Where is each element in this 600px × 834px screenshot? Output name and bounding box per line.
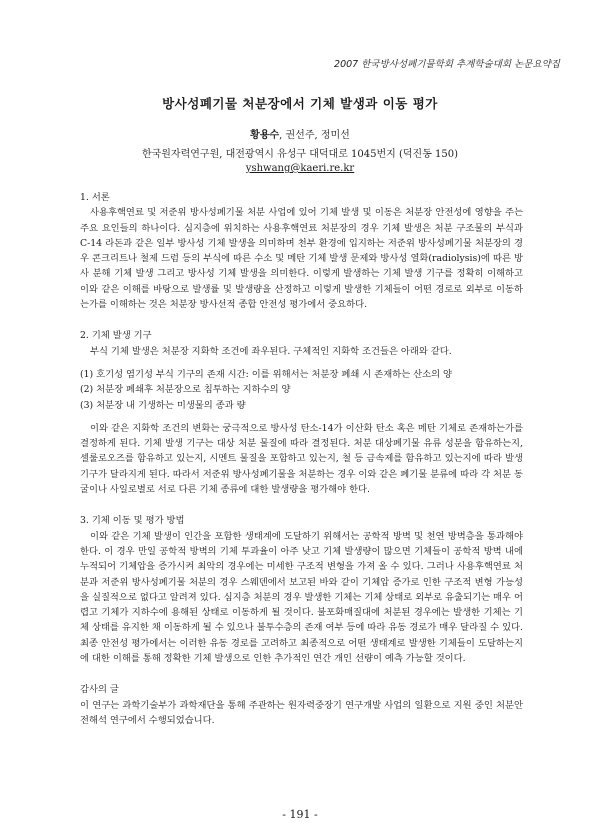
paper-title: 방사성폐기물 처분장에서 기체 발생과 이동 평가	[162, 96, 438, 111]
section-text-intro: 사용후핵연료 및 저준위 방사성폐기물 처분 사업에 있어 기체 발생 및 이동은 처분장 안전성에 영향을 주는 주요 요인들의 하나이다. 심지층에 위치하는 사용후핵연료 처분장의 경우 기체 발생은 처분 구조물의 부식과 C-14 라돈과 같은 일부 방사성 기체 발생을 의미하며 천부 환경에 입지하는 저준위 방사성폐기물 처분장의 경우 콘크리트나 철제 드럼 등의 부식에 따른 수소 및 메탄 기체 발생 문제와 방사성 열화(radiolysis)에 따른 방사 분해 기체 발생 그리고 방사성 기체 발생을 의미한다. 이렇게 발생하는 기체 발생 기구를 정확히 이해하고 이와 같은 이해를 바탕으로 발생률 및 발생량을 산정하고 이렇게 발생한 기체들이 어떤 경로로 외부로 이동하는가를 이해하는 것은 처분장 방사선적 종합 안전성 평가에서 중요하다.	[80, 207, 523, 311]
section-heading-mechanism: 2. 기체 발생 기구	[80, 330, 152, 342]
paper-body	[80, 190, 523, 728]
section-heading-ack: 감사의 글	[80, 684, 119, 696]
author-email[interactable]: yshwang@kaeri.re.kr	[245, 163, 355, 174]
page-number: - 191 -	[282, 808, 318, 821]
list-item: (3) 처분장 내 기생하는 미생물의 종과 량	[80, 399, 246, 411]
list-item: (2) 처분장 폐쇄후 처분장으로 침투하는 지하수의 양	[80, 384, 291, 396]
affiliation: 한국원자력연구원, 대전광역시 유성구 대덕대로 1045번지 (덕진동 150)	[141, 149, 459, 160]
co-authors: , 권선주, 정미선	[279, 130, 350, 141]
section-text-ack: 이 연구는 과학기술부가 과학재단을 통해 주관하는 원자력중장기 연구개발 사업의 일환으로 지원 중인 처분안전해석 연구에서 수행되었습니다.	[80, 699, 523, 726]
list-item: (1) 호기성 염기성 부식 기구의 존재 시간: 이를 위해서는 처분장 폐쇄 시 존재하는 산소의 양	[80, 368, 453, 380]
section-heading-migration: 3. 기체 이동 및 평가 방법	[80, 515, 185, 527]
conference-header: 2007 한국방사성폐기물학회 추계학술대회 논문요약집	[334, 59, 560, 70]
section-text-mechanism: 부식 기체 발생은 처분장 지화학 조건에 좌우된다. 구체적인 지화학 조건들은 아래와 같다.	[90, 345, 452, 357]
author-line	[0, 126, 600, 141]
first-author: 황용수	[250, 130, 280, 141]
section-text-migration: 이와 같은 기체 발생이 인간을 포함한 생태계에 도달하기 위해서는 공학적 방벽 및 천연 방벽층을 통과해야 한다. 이 경우 만일 공학적 방벽의 기체 투과율이 아주 낮고 기체 발생량이 많으면 기체들이 공학적 방벽 내에 누적되어 기체압을 증가시켜 최악의 경우에는 미세한 구조적 변형을 가져 올 수 있다. 그러나 사용후핵연료 처분과 저준위 방사성폐기물 처분의 경우 스웨덴에서 보고된 바와 같이 기체압 증가로 인한 구조적 변형 가능성을 실질적으로 없다고 알려져 있다. 심지층 처분의 경우 발생한 기체는 기체 상태로 외부로 유출되기는 매우 어렵고 기체가 지하수에 용해된 상태로 이동하게 될 것이다. 불포화매질대에 처분된 경우에는 발생한 기체는 기체 상태를 유지한 채 이동하게 될 수 있으나 불투수층의 존재 여부 등에 따라 유동 경로가 매우 달라질 수 있다. 최종 안전성 평가에서는 이러한 유동 경로를 고려하고 최종적으로 어떤 생태계로 발생한 기체들이 도달하는지에 대한 이해를 통해 정확한 기체 발생으로 인한 추가적인 연간 개인 선량이 예측 가능할 것이다.	[80, 530, 523, 665]
section-heading-intro: 1. 서론	[80, 192, 110, 203]
section-text-mechanism-2: 이와 같은 지화학 조건의 변화는 궁극적으로 방사성 탄소-14가 이산화 탄소 혹은 메탄 기체로 존재하는가를 결정하게 된다. 기체 발생 기구는 대상 처분 물질에 따라 결정된다. 처분 대상폐기물 유류 성분을 함유하는지, 셀룰로오즈를 함유하고 있는지, 시멘트 물질을 포함하고 있는지, 철 등 금속제를 함유하고 있는지에 따라 발생 기구가 달라지게 된다. 따라서 저준위 방사성폐기물을 처분하는 경우 이와 같은 폐기물 분류에 따라 각 처분 동굴이나 사일로별로 서로 다른 기체 종류에 대한 발생량을 평가해야 한다.	[80, 422, 523, 496]
